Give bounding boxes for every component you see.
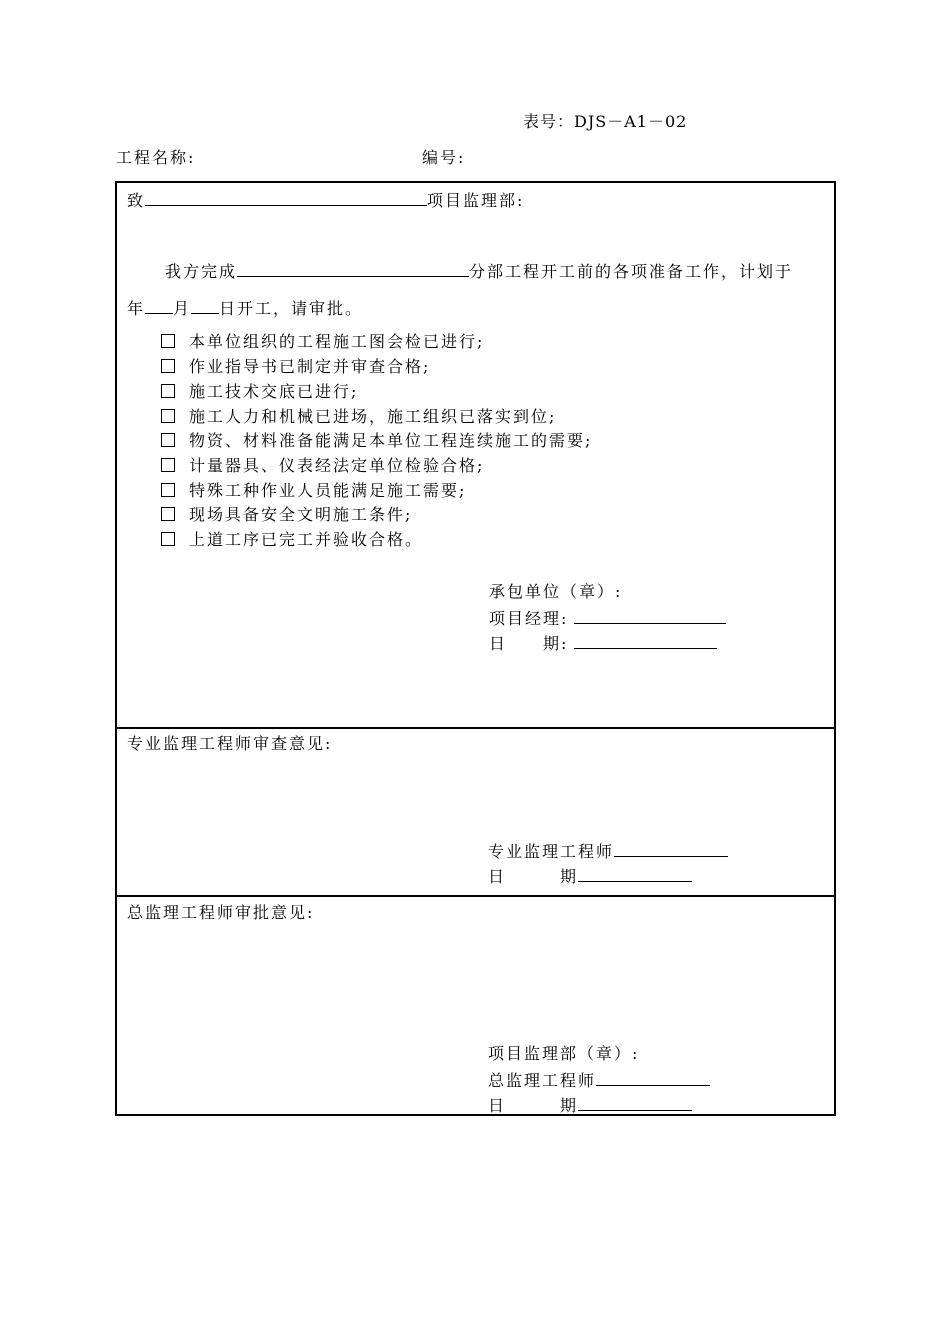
checkbox[interactable]	[161, 532, 175, 546]
checklist-text: 施工人力和机械已进场，施工组织已落实到位;	[189, 407, 557, 426]
engineer-label: 专业监理工程师	[488, 842, 615, 861]
paragraph-rest: 分部工程开工前的各项准备工作，计划于	[469, 262, 794, 281]
checklist-text: 物资、材料准备能满足本单位工程连续施工的需要;	[189, 431, 593, 450]
addressee-line	[127, 189, 524, 211]
checklist-item[interactable]	[161, 431, 592, 451]
checklist-text: 作业指导书已制定并审查合格;	[189, 357, 431, 376]
engineer-line	[488, 840, 728, 862]
month-label: 月	[173, 299, 192, 318]
contractor-date-label: 日 期:	[489, 634, 569, 653]
checkbox[interactable]	[161, 483, 175, 497]
checklist-item[interactable]	[161, 481, 466, 501]
checkbox[interactable]	[161, 458, 175, 472]
day-blank[interactable]	[191, 297, 219, 314]
checkbox[interactable]	[161, 433, 175, 447]
checklist-text: 本单位组织的工程施工图会检已进行;	[189, 332, 485, 351]
checklist-text: 特殊工种作业人员能满足施工需要;	[189, 481, 467, 500]
review-date-line	[488, 865, 692, 887]
checklist-item[interactable]	[161, 382, 358, 402]
project-name-label: 工程名称:	[116, 148, 196, 167]
contractor-date-blank[interactable]	[574, 632, 717, 649]
approval-date-blank[interactable]	[578, 1094, 692, 1111]
checklist-item[interactable]	[161, 407, 556, 427]
chief-line	[488, 1069, 710, 1091]
engineer-signature-blank[interactable]	[614, 840, 728, 857]
serial-no-label: 编号:	[422, 148, 466, 167]
checkbox[interactable]	[161, 359, 175, 373]
manager-blank[interactable]	[574, 607, 726, 624]
manager-label: 项目经理:	[489, 609, 569, 628]
checklist-item[interactable]	[161, 332, 484, 352]
approval-date-label: 日 期	[488, 1096, 579, 1115]
review-date-label: 日 期	[488, 867, 579, 886]
to-suffix: 项目监理部:	[427, 191, 525, 210]
checklist-item[interactable]	[161, 456, 484, 476]
review-date-blank[interactable]	[578, 865, 692, 882]
review-title: 专业监理工程师审查意见:	[127, 734, 333, 753]
day-label: 日开工，请审批。	[219, 299, 364, 318]
chief-label: 总监理工程师	[488, 1071, 597, 1090]
start-date-line	[127, 297, 363, 319]
checkbox[interactable]	[161, 384, 175, 398]
year-label: 年	[127, 299, 146, 318]
completion-paragraph	[165, 260, 793, 282]
contractor-label: 承包单位（章）:	[489, 582, 623, 601]
checklist-item[interactable]	[161, 357, 430, 377]
checkbox[interactable]	[161, 334, 175, 348]
checkbox[interactable]	[161, 409, 175, 423]
checklist-item[interactable]	[161, 530, 423, 550]
form-code: 表号：DJS－A1－02	[523, 112, 688, 131]
dept-stamp-label: 项目监理部（章）:	[488, 1044, 640, 1063]
chief-signature-blank[interactable]	[596, 1069, 710, 1086]
to-prefix: 致	[127, 191, 146, 210]
checklist-text: 计量器具、仪表经法定单位检验合格;	[189, 456, 485, 475]
checklist-text: 现场具备安全文明施工条件;	[189, 505, 413, 524]
section-divider	[117, 895, 834, 897]
section-divider	[117, 727, 834, 729]
checkbox[interactable]	[161, 507, 175, 521]
application-form	[115, 181, 836, 1116]
checklist-text: 施工技术交底已进行;	[189, 382, 359, 401]
contractor-date-line	[489, 632, 717, 654]
paragraph-lead: 我方完成	[165, 262, 238, 281]
subproject-blank[interactable]	[237, 260, 469, 277]
approval-date-line	[488, 1094, 692, 1116]
manager-line	[489, 607, 726, 629]
month-blank[interactable]	[145, 297, 173, 314]
addressee-blank[interactable]	[145, 189, 427, 206]
checklist-text: 上道工序已完工并验收合格。	[189, 530, 424, 549]
approval-title: 总监理工程师审批意见:	[127, 903, 315, 922]
checklist-item[interactable]	[161, 505, 412, 525]
